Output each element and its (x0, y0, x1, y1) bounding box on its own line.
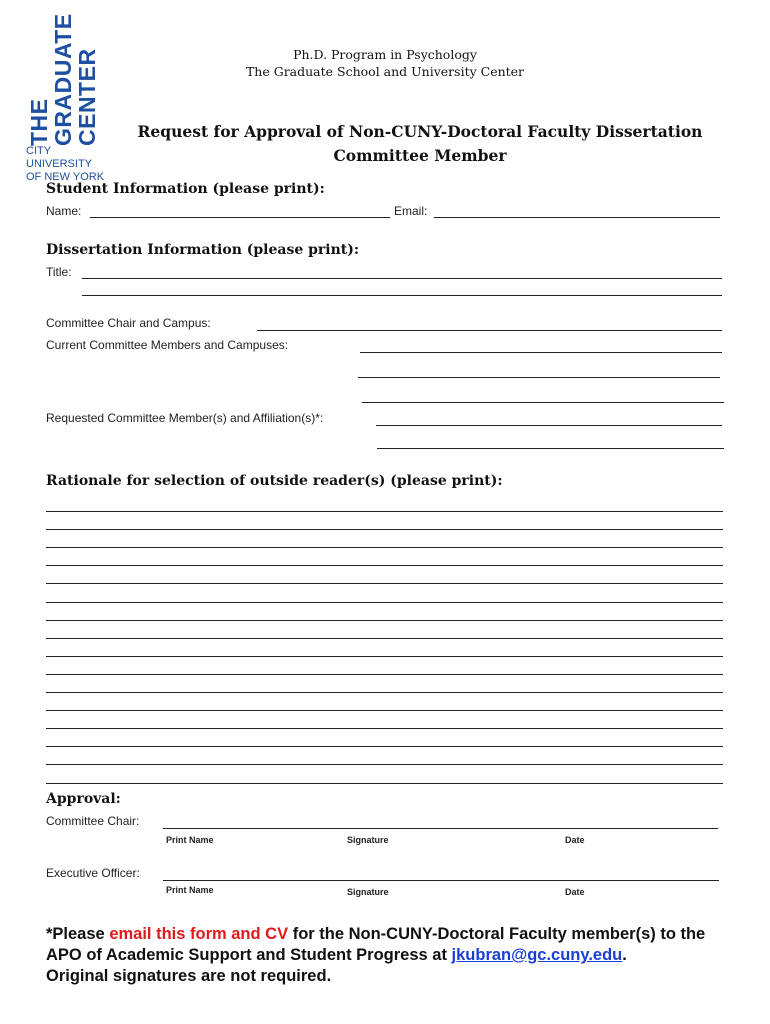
rationale-line[interactable] (46, 529, 723, 530)
email-form-cv-highlight: email this form and CV (109, 925, 289, 943)
officer-signature-caption: Signature (347, 887, 389, 897)
requested-member-label: Requested Committee Member(s) and Affiliation(s)*: (46, 411, 324, 425)
rationale-line[interactable] (46, 783, 723, 784)
graduate-center-logo (24, 13, 114, 183)
committee-members-field-2[interactable] (358, 377, 720, 378)
rationale-line[interactable] (46, 746, 723, 747)
committee-members-field-3[interactable] (362, 402, 724, 403)
logo-subtitle: CITY UNIVERSITY OF NEW YORK (26, 145, 105, 183)
rationale-line[interactable] (46, 583, 723, 584)
chair-campus-field[interactable] (257, 330, 722, 331)
rationale-line[interactable] (46, 710, 723, 711)
email-label: Email: (394, 204, 428, 218)
officer-print-name-caption: Print Name (166, 885, 214, 895)
executive-officer-signature-line[interactable] (163, 880, 719, 881)
name-field[interactable] (90, 217, 390, 218)
logo-line-2: GRADUATE (50, 13, 76, 146)
name-label: Name: (46, 204, 82, 218)
chair-print-name-caption: Print Name (166, 835, 214, 845)
chair-date-caption: Date (565, 835, 585, 845)
executive-officer-label: Executive Officer: (46, 866, 140, 880)
title-field-2[interactable] (82, 295, 722, 296)
rationale-line[interactable] (46, 764, 723, 765)
committee-members-label: Current Committee Members and Campuses: (46, 338, 289, 352)
submission-note: *Please email this form and CV for the Non-CUNY-Doctoral Faculty member(s) to the APO of Academic Support and Student Progress at jkubran@gc.cuny.edu. Original signatures are not required. (46, 925, 706, 985)
rationale-line[interactable] (46, 728, 723, 729)
form-title: Request for Approval of Non-CUNY-Doctoral Faculty Dissertation Committee Member (137, 122, 703, 165)
rationale-line[interactable] (46, 511, 723, 512)
committee-chair-signature-line[interactable] (163, 828, 718, 829)
chair-campus-label: Committee Chair and Campus: (46, 316, 211, 330)
rationale-line[interactable] (46, 638, 723, 639)
chair-signature-caption: Signature (347, 835, 389, 845)
logo-line-1: THE (26, 98, 52, 146)
rationale-line[interactable] (46, 602, 723, 603)
officer-date-caption: Date (565, 887, 585, 897)
rationale-line[interactable] (46, 565, 723, 566)
student-info-heading: Student Information (please print): (46, 181, 325, 197)
logo-wordmark (26, 13, 106, 146)
title-label: Title: (46, 265, 72, 279)
requested-member-field-2[interactable] (377, 448, 724, 449)
requested-member-field-1[interactable] (376, 425, 722, 426)
program-name: Ph.D. Program in Psychology (293, 47, 477, 62)
committee-members-field-1[interactable] (360, 352, 722, 353)
rationale-heading: Rationale for selection of outside reader(s) (please print): (46, 473, 503, 489)
email-field[interactable] (434, 217, 720, 218)
school-name: The Graduate School and University Center (245, 64, 525, 79)
dissertation-info-heading: Dissertation Information (please print): (46, 242, 360, 258)
rationale-line[interactable] (46, 674, 723, 675)
signature-note: Original signatures are not required. (46, 967, 332, 985)
rationale-line[interactable] (46, 692, 723, 693)
rationale-line[interactable] (46, 620, 723, 621)
rationale-line[interactable] (46, 547, 723, 548)
title-field-1[interactable] (82, 278, 722, 279)
logo-line-3: CENTER (74, 48, 100, 146)
program-header (200, 46, 570, 80)
committee-chair-label: Committee Chair: (46, 814, 140, 828)
contact-email-link[interactable]: jkubran@gc.cuny.edu (451, 946, 623, 964)
approval-heading: Approval: (46, 791, 121, 807)
rationale-line[interactable] (46, 656, 723, 657)
